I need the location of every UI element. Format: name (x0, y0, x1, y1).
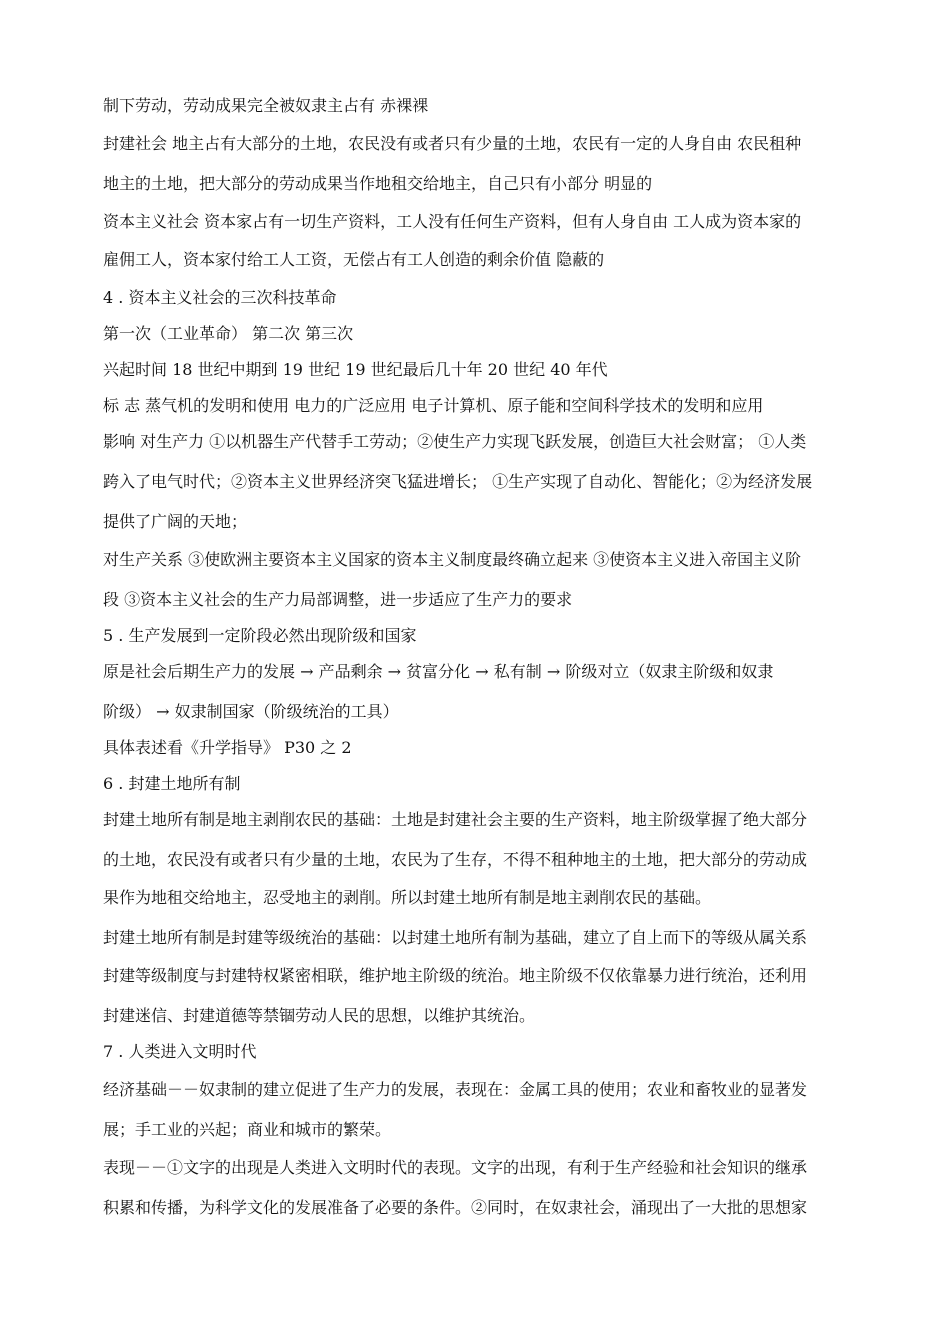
text-line: 影响 对生产力 ①以机器生产代替手工劳动；②使生产力实现飞跃发展，创造巨大社会财富； ①人类 (103, 432, 807, 451)
text-line: 积累和传播，为科学文化的发展准备了必要的条件。②同时，在奴隶社会，涌现出了一大批的思想家 (103, 1198, 808, 1217)
text-line: 雇佣工人，资本家付给工人工资，无偿占有工人创造的剩余价值 隐蔽的 (103, 250, 605, 269)
text-line: 封建迷信、封建道德等禁锢劳动人民的思想，以维护其统治。 (103, 1006, 536, 1025)
text-line: 具体表述看《升学指导》 P30 之 2 (103, 738, 352, 757)
text-line: 果作为地租交给地主，忍受地主的剥削。所以封建土地所有制是地主剥削农民的基础。 (103, 888, 712, 907)
text-line: 兴起时间 18 世纪中期到 19 世纪 19 世纪最后几十年 20 世纪 40 年代 (103, 360, 608, 379)
section-heading: 7 . 人类进入文明时代 (103, 1042, 257, 1061)
text-line: 阶级） → 奴隶制国家（阶级统治的工具） (103, 702, 399, 721)
text-line: 资本主义社会 资本家占有一切生产资料，工人没有任何生产资料，但有人身自由 工人成为资本家的 (103, 212, 802, 231)
text-line: 对生产关系 ③使欧洲主要资本主义国家的资本主义制度最终确立起来 ③使资本主义进入帝国主义阶 (103, 550, 802, 569)
text-line: 制下劳动，劳动成果完全被奴隶主占有 赤裸裸 (103, 96, 429, 115)
text-line: 经济基础－－奴隶制的建立促进了生产力的发展，表现在：金属工具的使用；农业和畜牧业的显著发 (103, 1080, 808, 1099)
text-line: 展；手工业的兴起；商业和城市的繁荣。 (103, 1120, 392, 1139)
section-heading: 6 . 封建土地所有制 (103, 774, 241, 793)
text-line: 提供了广阔的天地； (103, 512, 248, 531)
text-line: 原是社会后期生产力的发展 → 产品剩余 → 贫富分化 → 私有制 → 阶级对立（奴隶主阶级和奴隶 (103, 662, 774, 681)
text-line: 的土地，农民没有或者只有少量的土地，农民为了生存，不得不租种地主的土地，把大部分的劳动成 (103, 850, 808, 869)
text-line: 地主的土地，把大部分的劳动成果当作地租交给地主，自己只有小部分 明显的 (103, 174, 653, 193)
text-line: 标 志 蒸气机的发明和使用 电力的广泛应用 电子计算机、原子能和空间科学技术的发明和应用 (103, 396, 764, 415)
section-heading: 5 . 生产发展到一定阶段必然出现阶级和国家 (103, 626, 417, 645)
text-line: 封建等级制度与封建特权紧密相联，维护地主阶级的统治。地主阶级不仅依靠暴力进行统治，还利用 (103, 966, 808, 985)
text-line: 封建土地所有制是地主剥削农民的基础：土地是封建社会主要的生产资料，地主阶级掌握了绝大部分 (103, 810, 808, 829)
text-line: 第一次（工业革命） 第二次 第三次 (103, 324, 354, 343)
text-line: 封建社会 地主占有大部分的土地，农民没有或者只有少量的土地，农民有一定的人身自由 农民租种 (103, 134, 802, 153)
text-line: 表现－－①文字的出现是人类进入文明时代的表现。文字的出现，有利于生产经验和社会知识的继承 (103, 1158, 808, 1177)
text-line: 段 ③资本主义社会的生产力局部调整，进一步适应了生产力的要求 (103, 590, 573, 609)
text-line: 跨入了电气时代；②资本主义世界经济突飞猛进增长； ①生产实现了自动化、智能化；②为经济发展 (103, 472, 813, 491)
section-heading: 4 . 资本主义社会的三次科技革命 (103, 288, 337, 307)
text-line: 封建土地所有制是封建等级统治的基础：以封建土地所有制为基础，建立了自上而下的等级从属关系 (103, 928, 808, 947)
